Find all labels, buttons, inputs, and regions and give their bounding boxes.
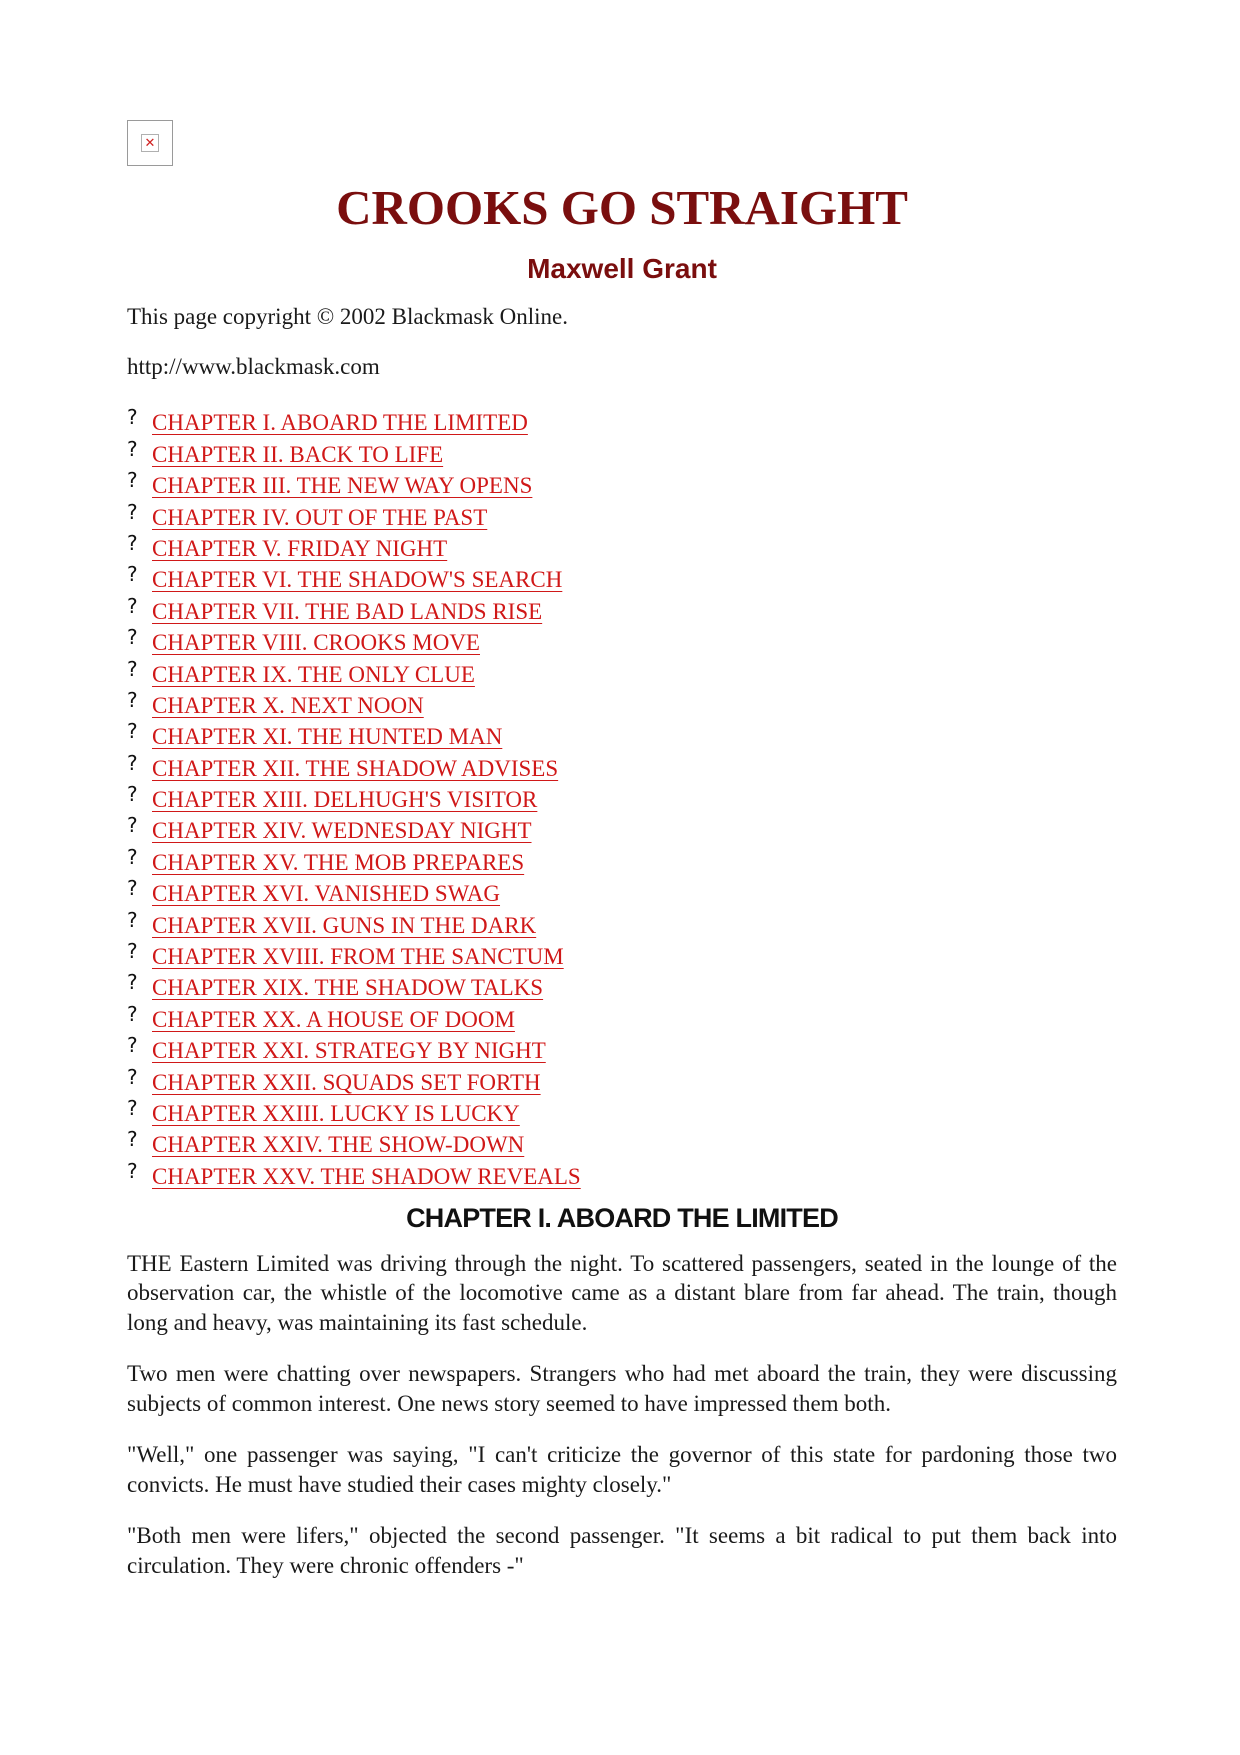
chapter-link[interactable]: CHAPTER XVII. GUNS IN THE DARK [152,912,537,938]
chapter-link[interactable]: CHAPTER VII. THE BAD LANDS RISE [152,598,543,624]
chapter-link[interactable]: CHAPTER XIV. WEDNESDAY NIGHT [152,818,532,844]
toc-item [127,783,1117,814]
paragraph: "Both men were lifers," objected the second passenger. "It seems a bit radical to put them back into circulation. They were chronic offenders -" [127,1523,1117,1578]
chapter-link[interactable]: CHAPTER XIII. DELHUGH'S VISITOR [152,787,538,813]
author-name: Maxwell Grant [527,253,717,284]
chapter-link[interactable]: CHAPTER I. ABOARD THE LIMITED [152,410,528,436]
paragraph: THE Eastern Limited was driving through the night. To scattered passengers, seated in the lounge of the observation car, the whistle of the locomotive came as a distant blare from far ahead. The train, though long and heavy, was maintaining its fast schedule. [127,1250,1117,1335]
bullet-glyph: ? [127,468,138,493]
toc-item [127,877,1117,908]
toc-item [127,908,1117,939]
bullet-glyph: ? [127,939,138,964]
toc-item [127,437,1117,468]
chapter-link[interactable]: CHAPTER XII. THE SHADOW ADVISES [152,755,559,781]
bullet-glyph: ? [127,1158,138,1183]
toc-item [127,500,1117,531]
paragraph: "Well," one passenger was saying, "I can't criticize the governor of this state for pardoning those two convicts. He must have studied their cases mighty closely." [127,1442,1117,1497]
bullet-glyph: ? [127,593,138,618]
chapter-link[interactable]: CHAPTER XI. THE HUNTED MAN [152,724,503,750]
bullet-glyph: ? [127,813,138,838]
chapter-link[interactable]: CHAPTER X. NEXT NOON [152,692,424,718]
toc-item [127,406,1117,437]
bullet-glyph: ? [127,562,138,587]
table-of-contents [127,406,1117,1191]
toc-item [127,532,1117,563]
bullet-glyph: ? [127,750,138,775]
bullet-glyph: ? [127,1127,138,1152]
chapter-link[interactable]: CHAPTER XIX. THE SHADOW TALKS [152,975,544,1001]
chapter-link[interactable]: CHAPTER IV. OUT OF THE PAST [152,504,488,530]
toc-item [127,689,1117,720]
bullet-glyph: ? [127,907,138,932]
broken-image-inner: ✕ [141,134,159,152]
bullet-glyph: ? [127,687,138,712]
bullet-glyph: ? [127,1095,138,1120]
bullet-glyph: ? [127,625,138,650]
toc-item [127,469,1117,500]
toc-item [127,720,1117,751]
bullet-glyph: ? [127,1033,138,1058]
website-url: http://www.blackmask.com [127,354,380,379]
toc-item [127,594,1117,625]
document-page [127,120,1117,1580]
toc-item [127,971,1117,1002]
chapter-link[interactable]: CHAPTER VIII. CROOKS MOVE [152,630,480,656]
toc-item [127,1002,1117,1033]
bullet-glyph: ? [127,876,138,901]
chapter-link[interactable]: CHAPTER XX. A HOUSE OF DOOM [152,1006,515,1032]
book-title: CROOKS GO STRAIGHT [336,180,908,235]
toc-item [127,751,1117,782]
chapter-link[interactable]: CHAPTER III. THE NEW WAY OPENS [152,473,533,499]
chapter-heading: CHAPTER I. ABOARD THE LIMITED [406,1202,838,1233]
bullet-glyph: ? [127,656,138,681]
bullet-glyph: ? [127,719,138,744]
chapter-link[interactable]: CHAPTER XXIII. LUCKY IS LUCKY [152,1100,520,1126]
bullet-glyph: ? [127,844,138,869]
chapter-link[interactable]: CHAPTER VI. THE SHADOW'S SEARCH [152,567,563,593]
chapter-link[interactable]: CHAPTER XXI. STRATEGY BY NIGHT [152,1038,546,1064]
toc-item [127,1128,1117,1159]
bullet-glyph: ? [127,530,138,555]
chapter-link[interactable]: CHAPTER XXV. THE SHADOW REVEALS [152,1163,581,1189]
paragraph: Two men were chatting over newspapers. Strangers who had met aboard the train, they were discussing subjects of common interest. One news story seemed to have impressed them both. [127,1361,1117,1416]
chapter-link[interactable]: CHAPTER XVI. VANISHED SWAG [152,881,501,907]
toc-item [127,1065,1117,1096]
chapter-link[interactable]: CHAPTER V. FRIDAY NIGHT [152,535,448,561]
bullet-glyph: ? [127,1001,138,1026]
toc-item [127,1097,1117,1128]
toc-item [127,1159,1117,1190]
toc-item [127,1034,1117,1065]
bullet-glyph: ? [127,405,138,430]
toc-item [127,626,1117,657]
bullet-glyph: ? [127,499,138,524]
toc-item [127,940,1117,971]
copyright-notice: This page copyright © 2002 Blackmask Online. [127,304,568,329]
bullet-glyph: ? [127,436,138,461]
chapter-link[interactable]: CHAPTER XV. THE MOB PREPARES [152,849,525,875]
bullet-glyph: ? [127,782,138,807]
toc-item [127,657,1117,688]
broken-image-icon [127,120,173,166]
chapter-link[interactable]: CHAPTER XVIII. FROM THE SANCTUM [152,944,564,970]
bullet-glyph: ? [127,970,138,995]
toc-item [127,845,1117,876]
bullet-glyph: ? [127,1064,138,1089]
chapter-link[interactable]: CHAPTER XXIV. THE SHOW-DOWN [152,1132,525,1158]
chapter-link[interactable]: CHAPTER IX. THE ONLY CLUE [152,661,475,687]
chapter-link[interactable]: CHAPTER II. BACK TO LIFE [152,441,444,467]
toc-item [127,563,1117,594]
toc-item [127,814,1117,845]
chapter-link[interactable]: CHAPTER XXII. SQUADS SET FORTH [152,1069,541,1095]
